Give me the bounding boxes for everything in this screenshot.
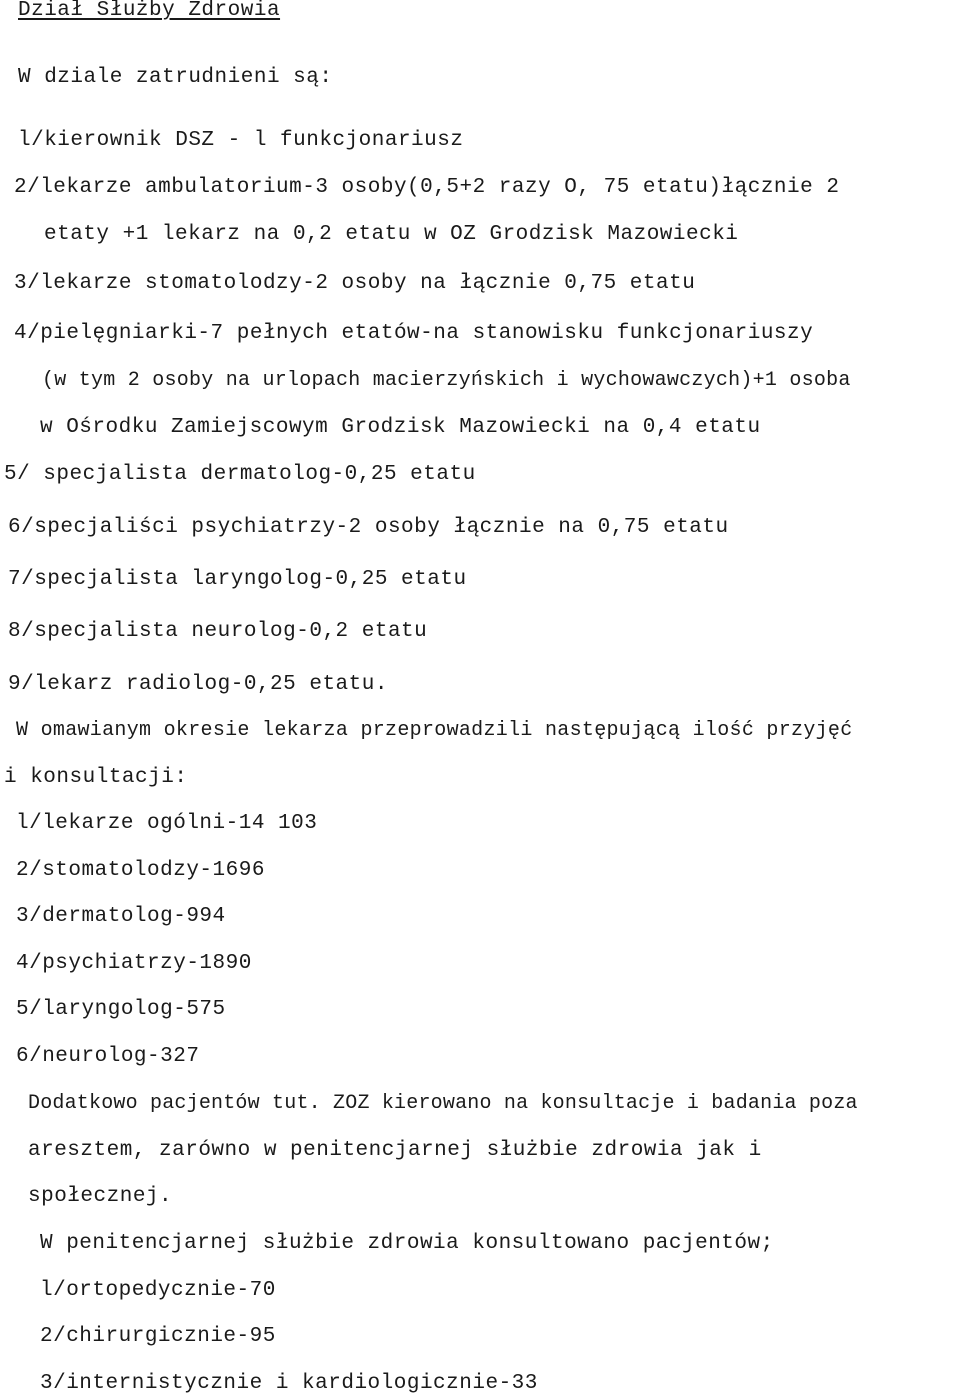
- staff-line: (w tym 2 osoby na urlopach macierzyńskich i wychowawczych)+1 osoba: [42, 369, 851, 392]
- additional-line: społecznej.: [28, 1185, 173, 1208]
- penitentiary-line: 3/internistycznie i kardiologicznie-33: [40, 1372, 538, 1395]
- section-title: Dział Służby Zdrowia: [18, 0, 281, 22]
- penitentiary-intro: W penitencjarnej służbie zdrowia konsultowano pacjentów;: [40, 1232, 774, 1255]
- consult-line: 5/laryngolog-575: [16, 998, 226, 1021]
- intro-line: W dziale zatrudnieni są:: [18, 66, 333, 89]
- consult-intro-line: W omawianym okresie lekarza przeprowadzili następującą ilość przyjęć: [16, 719, 853, 742]
- staff-line: 9/lekarz radiolog-0,25 etatu.: [8, 673, 388, 696]
- consult-line: 4/psychiatrzy-1890: [16, 952, 252, 975]
- consult-line: 6/neurolog-327: [16, 1045, 200, 1068]
- consult-line: l/lekarze ogólni-14 103: [16, 812, 318, 835]
- staff-line: 8/specjalista neurolog-0,2 etatu: [8, 620, 428, 643]
- staff-line: etaty +1 lekarz na 0,2 etatu w OZ Grodzisk Mazowiecki: [44, 223, 739, 246]
- staff-line: 2/lekarze ambulatorium-3 osoby(0,5+2 razy O, 75 etatu)łącznie 2: [14, 176, 840, 199]
- additional-line: Dodatkowo pacjentów tut. ZOZ kierowano na konsultacje i badania poza: [28, 1092, 858, 1115]
- consult-line: 2/stomatolodzy-1696: [16, 859, 265, 882]
- staff-line: w Ośrodku Zamiejscowym Grodzisk Mazowiecki na 0,4 etatu: [40, 416, 761, 439]
- penitentiary-line: l/ortopedycznie-70: [40, 1279, 276, 1302]
- staff-line: l/kierownik DSZ - l funkcjonariusz: [18, 129, 464, 152]
- staff-line: 6/specjaliści psychiatrzy-2 osoby łącznie na 0,75 etatu: [8, 516, 729, 539]
- penitentiary-line: 2/chirurgicznie-95: [40, 1325, 276, 1348]
- staff-line: 7/specjalista laryngolog-0,25 etatu: [8, 568, 467, 591]
- staff-line: 3/lekarze stomatolodzy-2 osoby na łącznie 0,75 etatu: [14, 272, 696, 295]
- staff-line: 4/pielęgniarki-7 pełnych etatów-na stanowisku funkcjonariuszy: [14, 322, 814, 345]
- additional-line: aresztem, zarówno w penitencjarnej służbie zdrowia jak i: [28, 1139, 762, 1162]
- staff-line: 5/ specjalista dermatolog-0,25 etatu: [4, 463, 476, 486]
- consult-intro-line: i konsultacji:: [4, 766, 188, 789]
- consult-line: 3/dermatolog-994: [16, 905, 226, 928]
